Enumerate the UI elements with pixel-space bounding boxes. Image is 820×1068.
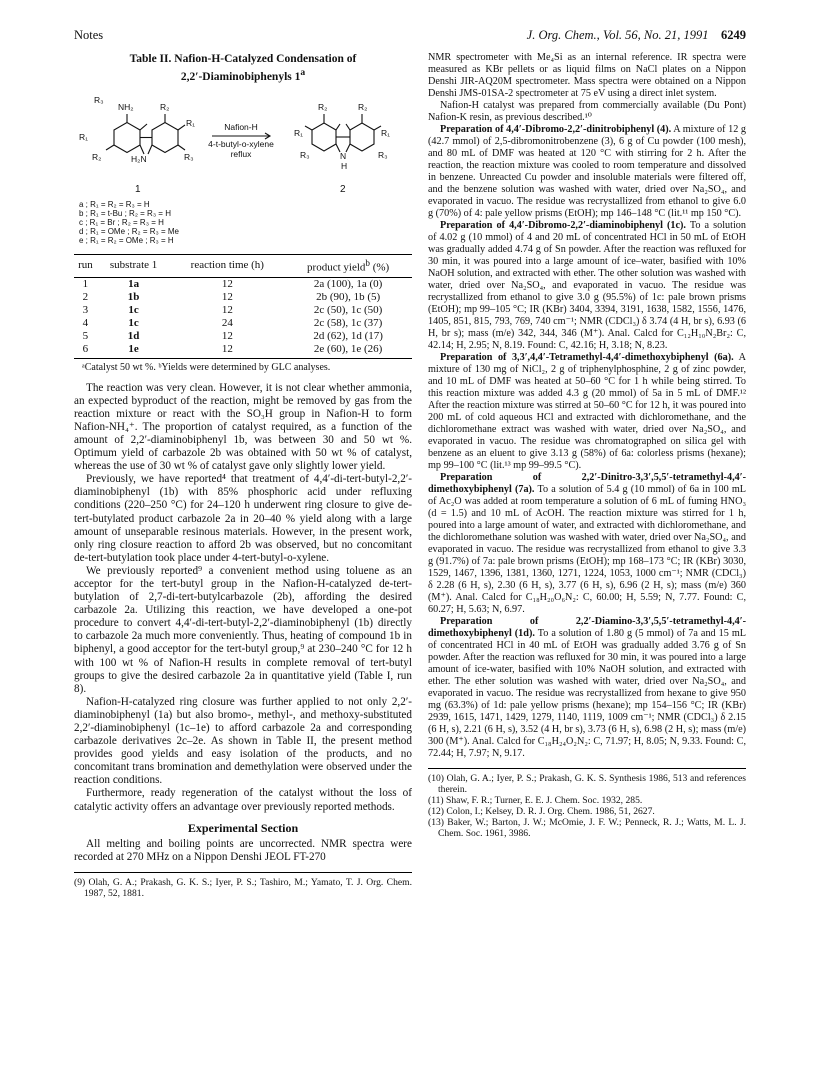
scheme-solvent: 4-t-butyl-o-xylene <box>208 138 274 149</box>
body-paragraph: Furthermore, ready regeneration of the catalyst without the loss of catalytic activity offers an advantage over previously reported methods. <box>74 787 412 813</box>
table-cell: 12 <box>221 303 233 316</box>
table-cell: 1a <box>128 277 140 290</box>
table-cell: 1c <box>128 303 139 316</box>
paragraph-heading: Preparation of 4,4′-Dibromo-2,2′-dinitrobiphenyl (4). <box>440 124 672 135</box>
substituent-d: d ; R₁ = OMe ; R₂ = R₃ = Me <box>79 226 179 236</box>
reaction-scheme <box>74 88 412 250</box>
results-table <box>74 254 412 359</box>
body-paragraph <box>428 52 746 100</box>
table-cell: 2 <box>82 290 89 303</box>
label-start: 1 <box>135 183 141 195</box>
body-paragraph <box>428 220 746 352</box>
substituent-b: b ; R₁ = t-Bu ; R₂ = R₃ = H <box>79 208 171 218</box>
table-cell: 2d (62), 1d (17) <box>313 329 383 342</box>
table-cell: 5 <box>82 329 89 342</box>
body-paragraph <box>428 352 746 472</box>
col-header: reaction time (h) <box>170 254 284 277</box>
atom-label: R₁ <box>381 127 391 138</box>
body-paragraph <box>428 616 746 760</box>
paragraph-heading: Preparation of 3,3′,4,4′-Tetramethyl-4,4′-dimethoxybiphenyl (6a). <box>440 352 734 363</box>
header-citation <box>527 28 746 43</box>
body-paragraph: We previously reported⁹ a convenient method using toluene as an acceptor for the tert-butyl group in the Nafion-H-catalyzed de-tert-butylation of 2,7-di-tert-butylcarbazole (2b), affording the desired carbazole 2a. Utilizing this reaction, we have developed a one-pot procedure to convert 4,4′-di-tert-butyl-2,2′-diaminobiphenyl (1b) directly to carbazole 2a much more conveniently. Thus, heating of compound 1b in biphenyl, a good acceptor for the tert-butyl group,⁹ at 230–240 °C for 12 h with 100 wt % of Nafion-H results in complete removal of tert-butyl groups to give the desired carbazole 2a in quantitative yield (Table I, run 8). <box>74 564 412 695</box>
atom-label: R₃ <box>300 149 310 160</box>
table-row <box>74 291 412 304</box>
scheme-condition: reflux <box>230 148 252 159</box>
table-row <box>74 277 412 291</box>
paragraph-text: To a solution of 1.80 g (5 mmol) of 7a and 15 mL of concentrated HCl in 40 mL of EtOH was gradually added 3.76 g of Sn powder. After the reaction was refluxed for 30 min, it was poured into a large amount of ice-water, basified with 10% NaOH solution, and extracted with ether. The ether solution was washed with water, dried over Na₂SO₄, and evaporated in vacuo. The residue was recrystallized from hexane to give 950 mg (63.3%) of 1d: pale yellow prisms (hexane); mp 154–156 °C; IR (KBr) 2939, 1615, 1471, 1429, 1279, 1140, 1119, 1009 cm⁻¹; NMR (CDCl₃) δ 2.15 (6 H, s), 2.21 (6 H, s), 3.52 (4 H, br s), 3.73 (6 H, s), 6.98 (2 H, s); mass (m/e) 300 (M⁺). Anal. Calcd for C₁₈H₂₄O₂N₂: C, 71.97; H, 8.05; N, 9.33. Found: C, 72.44; H, 7.97; N, 9.17. <box>428 628 746 759</box>
paragraph-text: A mixture of 12 g (42.7 mmol) of 2,5-dibromonitrobenzene (3), 6 g of Cu powder (100 mesh), and 80 mL of DMF was heated at 120 °C with stirring for 2 h. After the reaction, the reaction mixture was cooled to room temperature and dissolved in benzene. Unreacted Cu powder and insoluble materials were filtered off, and the benzene solution was washed with water, dried over Na₂SO₄, and evaporated in vacuo. The residue was recrystallized from ethanol to give 6.0 g (70%) of 4: pale yellow prisms (EtOH); mp 146–148 °C (lit.¹¹ mp 150 °C). <box>428 124 747 219</box>
reference: (11) Shaw, F. R.; Turner, E. E. J. Chem. Soc. 1932, 285. <box>428 795 643 806</box>
header-section: Notes <box>74 28 104 42</box>
body-paragraph <box>428 100 746 124</box>
col-header <box>284 254 412 277</box>
table-row <box>74 343 412 359</box>
table-row <box>74 317 412 330</box>
footnotes-left <box>74 872 412 899</box>
paragraph-text: To a solution of 5.4 g (10 mmol) of 6a in 100 mL of Ac₂O was added at room temperature a solution of 6 mL of fuming HNO₃ (d = 1.5) and 10 mL of AcOH. The reaction mixture was stirred for 1 h, poured into a large amount of water, and extracted with dichloromethane, and the dichloromethane solution was washed with water, dried over Na₂SO₄, and evaporated in vacuo. The residue was recrystallized from ethanol to give 3.3 g (91.7%) of 7a: pale brown prisms (EtOH); mp 168–173 °C; IR (KBr) 3030, 1529, 1467, 1396, 1381, 1360, 1271, 1224, 1053, 1000 cm⁻¹; NMR (CDCl₃) δ 2.28 (6 H, s), 2.30 (6 H, s), 3.77 (6 H, s), 6.96 (2 H, s); mass (m/e) 360 (M⁺). Anal. Calcd for C₁₈H₂₀O₆N₂: C, 60.00; H, 5.59; N, 7.77. Found: C, 60.27; H, 5.63; N, 6.97. <box>428 484 746 615</box>
reference: (13) Baker, W.; Barton, J. W.; McOmie, J. F. W.; Penneck, R. J.; Watts, M. L. J. Chem. Soc. 1961, 3986. <box>428 817 746 839</box>
table-cell: 1b <box>127 290 140 303</box>
paragraph-text: Nafion-H catalyst was prepared from commercially available (Du Pont) Nafion-K resin, as previous described.¹⁰ <box>428 100 746 123</box>
atom-label: R₁ <box>186 117 196 128</box>
paragraph-heading: Preparation of 2,2′-Diamino-3,3′,5,5′-tetramethyl-4,4′-dimethoxybiphenyl (1d). <box>428 616 746 639</box>
substituent-e: e ; R₁ = R₂ = OMe ; R₃ = H <box>79 235 174 245</box>
table-cell: 12 <box>221 290 233 303</box>
paragraph-text: A mixture of 130 mg of NiCl₂, 2 g of triphenylphosphine, 2 g of zinc powder, and 10 mL of DMF was heated at 50–60 °C for 1 h while being stirred. To this reaction mixture was added 4.3 g (20 mmol) of 5a in 5 mL of DMF.¹² After the reaction mixture was stirred at 50–60 °C for 12 h, it was poured into 200 mL of cold aqueous HCl and extracted with dichloromethane, and the dichloromethane extract was washed with water, dried over Na₂SO₄, and evaporated in vacuo. The residue was chromatographed on silica gel with benzene as an eluent to give 3.13 g (58%) of 6a: colorless prisms (hexane); mp 99–100 °C (lit.¹³ mp 99–99.5 °C). <box>428 352 746 471</box>
table-cell: 4 <box>82 316 89 329</box>
reference: (10) Olah, G. A.; Iyer, P. S.; Prakash, G. K. S. Synthesis 1986, 513 and references therein. <box>428 773 746 795</box>
table-cell: 3 <box>82 303 89 316</box>
right-column <box>428 52 746 839</box>
col-header-text: product yield <box>307 261 366 274</box>
atom-label: R₃ <box>184 151 194 162</box>
atom-label: R₁ <box>79 131 89 142</box>
body-paragraph: Previously, we have reported⁴ that treatment of 4,4′-di-tert-butyl-2,2′-diaminobiphenyl (1b) with 85% phosphoric acid under refluxing conditions (220–250 °C) for 24–120 h underwent ring closure to give de-tert-butylated product carbazole 2a in 20–40 % yield along with a large amount of unseparable resinous materials. However, in the present work, only ring closure reaction to afford 2b was observed, but no concomitant de-tert-butylation took place under 4-tert-butyl-o-xylene. <box>74 473 412 564</box>
atom-label: H₂N <box>131 153 147 164</box>
table-cell: 6 <box>74 343 97 359</box>
atom-label: R₁ <box>294 127 304 138</box>
table-row <box>74 330 412 343</box>
table-cell: 1 <box>82 277 89 290</box>
table-cell: 1c <box>128 316 139 329</box>
table-cell: 1d <box>127 329 140 342</box>
header-page: 6249 <box>721 28 746 42</box>
reference: (9) Olah, G. A.; Prakash, G. K. S.; Iyer, P. S.; Tashiro, M.; Yamato, T. J. Org. Chem. 1987, 52, 1881. <box>74 876 412 899</box>
body-paragraph: The reaction was very clean. However, it is not clear whether ammonia, an expected byproduct of the reaction, might be removed by gas from the reaction mixture or react with the SO₃H group in Nafion-H to form Nafion-NH₄⁺. The proportion of catalyst required, as a function of the amount of 2,2′-diaminobiphenyl 1b, was between 30 and 50 wt %. Optimum yield of carbazole 2b was obtained with 50 wt % of catalyst, whereas the use of 30 wt % of catalyst gave only slightly lower yield. <box>74 381 412 473</box>
col-header: run <box>74 254 97 277</box>
table-row <box>74 304 412 317</box>
atom-label: R₂ <box>160 101 170 112</box>
table-title-line2: 2,2′-Diaminobiphenyls 1 <box>180 70 301 83</box>
table-footnote: ᵃCatalyst 50 wt %. ᵇYields were determined by GLC analyses. <box>82 361 331 373</box>
left-column <box>74 52 412 899</box>
col-header: substrate 1 <box>97 254 171 277</box>
body-paragraph: Nafion-H-catalyzed ring closure was further applied to not only 2,2′-diaminobiphenyl (1a) but also bromo-, methyl-, and methoxy-substituted 2,2′-diaminobiphenyl (1c–1e) to afford carbazole 2a and corresponding carbazole derivatives 2c–2e. As shown in Table II, the present method provides good yields and easy isolation of the products, and no concomitant trans bromination and demethylation were observed under the reaction conditions. <box>74 695 412 787</box>
body-paragraph <box>428 124 746 220</box>
table-title <box>74 52 412 84</box>
table-cell: 2c (50), 1c (50) <box>313 303 383 316</box>
atom-label: R₂ <box>318 101 328 112</box>
table-cell: 1e <box>97 343 171 359</box>
table-cell: 12 <box>221 277 233 290</box>
header-volume: Vol. 56, No. 21, 1991 <box>602 28 709 42</box>
body-paragraph <box>428 472 746 616</box>
table-title-line1: Table II. Nafion-H-Catalyzed Condensation of <box>129 53 357 65</box>
table-cell: 12 <box>170 343 284 359</box>
atom-label: N <box>340 150 347 161</box>
col-header-unit: (%) <box>372 261 390 274</box>
scheme-reagent: Nafion-H <box>224 121 258 132</box>
reference: (12) Colon, I.; Kelsey, D. R. J. Org. Chem. 1986, 51, 2627. <box>428 806 655 817</box>
table-cell: 2e (60), 1e (26) <box>284 343 412 359</box>
substituent-a: a ; R₁ = R₂ = R₃ = H <box>79 199 150 209</box>
atom-label: R₂ <box>92 151 102 162</box>
table-cell: 2c (58), 1c (37) <box>313 316 383 329</box>
paragraph-heading: Preparation of 2,2′-Dinitro-3,3′,5,5′-tetramethyl-4,4′-dimethoxybiphenyl (7a). <box>428 472 746 495</box>
section-heading: Experimental Section <box>187 820 299 835</box>
table-cell: 2a (100), 1a (0) <box>313 277 383 290</box>
atom-label: H <box>341 160 348 171</box>
paragraph-heading: Preparation of 4,4′-Dibromo-2,2′-diaminobiphenyl (1c). <box>440 220 686 231</box>
substituent-c: c ; R₁ = Br ; R₂ = R₃ = H <box>79 217 164 227</box>
table-cell: 12 <box>221 329 233 342</box>
paragraph-text: To a solution of 4.02 g (10 mmol) of 4 and 20 mL of concentrated HCl in 50 mL of EtOH was gradually added 4.74 g of Sn powder. After the reaction was refluxed for 30 min, it was poured into a large amount of ice–water, basified with 10% NaOH solution, and extracted with ether. The other solution was washed with water, dried over Na₂SO₄, and evaporated in vacuo. The residue was recrystallized from ethanol to give 3.0 g (95.5%) of 1c: pale brown prisms (EtOH); mp 99–105 °C; IR (KBr) 3404, 3394, 3191, 1638, 1582, 1556, 1476, 1405, 851, 815, 793, 769, 740 cm⁻¹; NMR (CDCl₃) δ 3.74 (4 H, br s), 6.93 (6 H, br s); mass (m/e) 342, 344, 346 (M⁺). Anal. Calcd for C₁₂H₁₀N₂Br₂: C, 42.14; H, 2.95; N, 8.19. Found: C, 42.16; H, 3.18; N, 8.23. <box>428 220 746 351</box>
table-cell: 24 <box>221 316 233 329</box>
header-journal: J. Org. Chem., <box>526 28 600 42</box>
atom-label: NH₂ <box>118 101 134 112</box>
atom-label: R₂ <box>358 101 368 112</box>
col-header-sup: b <box>365 257 370 268</box>
page-header <box>74 28 746 44</box>
body-paragraph: All melting and boiling points are uncorrected. NMR spectra were recorded at 270 MHz on a Nippon Denshi JEOL FT-270 <box>74 837 412 863</box>
atom-label: R₃ <box>94 94 104 105</box>
footnotes-right <box>428 768 746 839</box>
table-header-row <box>74 254 412 277</box>
paragraph-text: NMR spectrometer with Me₄Si as an internal reference. IR spectra were measured as KBr pellets or as liquid films on NaCl plates on a Nippon Denshi JIR-AQ20M spectrometer. Mass spectra were obtained on a Nippon Denshi JMS-01SA-2 spectrometer at 75 eV using a direct inlet system. <box>428 52 746 99</box>
label-product: 2 <box>340 183 346 195</box>
table-title-sup: a <box>300 67 306 78</box>
atom-label: R₃ <box>378 149 388 160</box>
table-cell: 2b (90), 1b (5) <box>316 290 381 303</box>
